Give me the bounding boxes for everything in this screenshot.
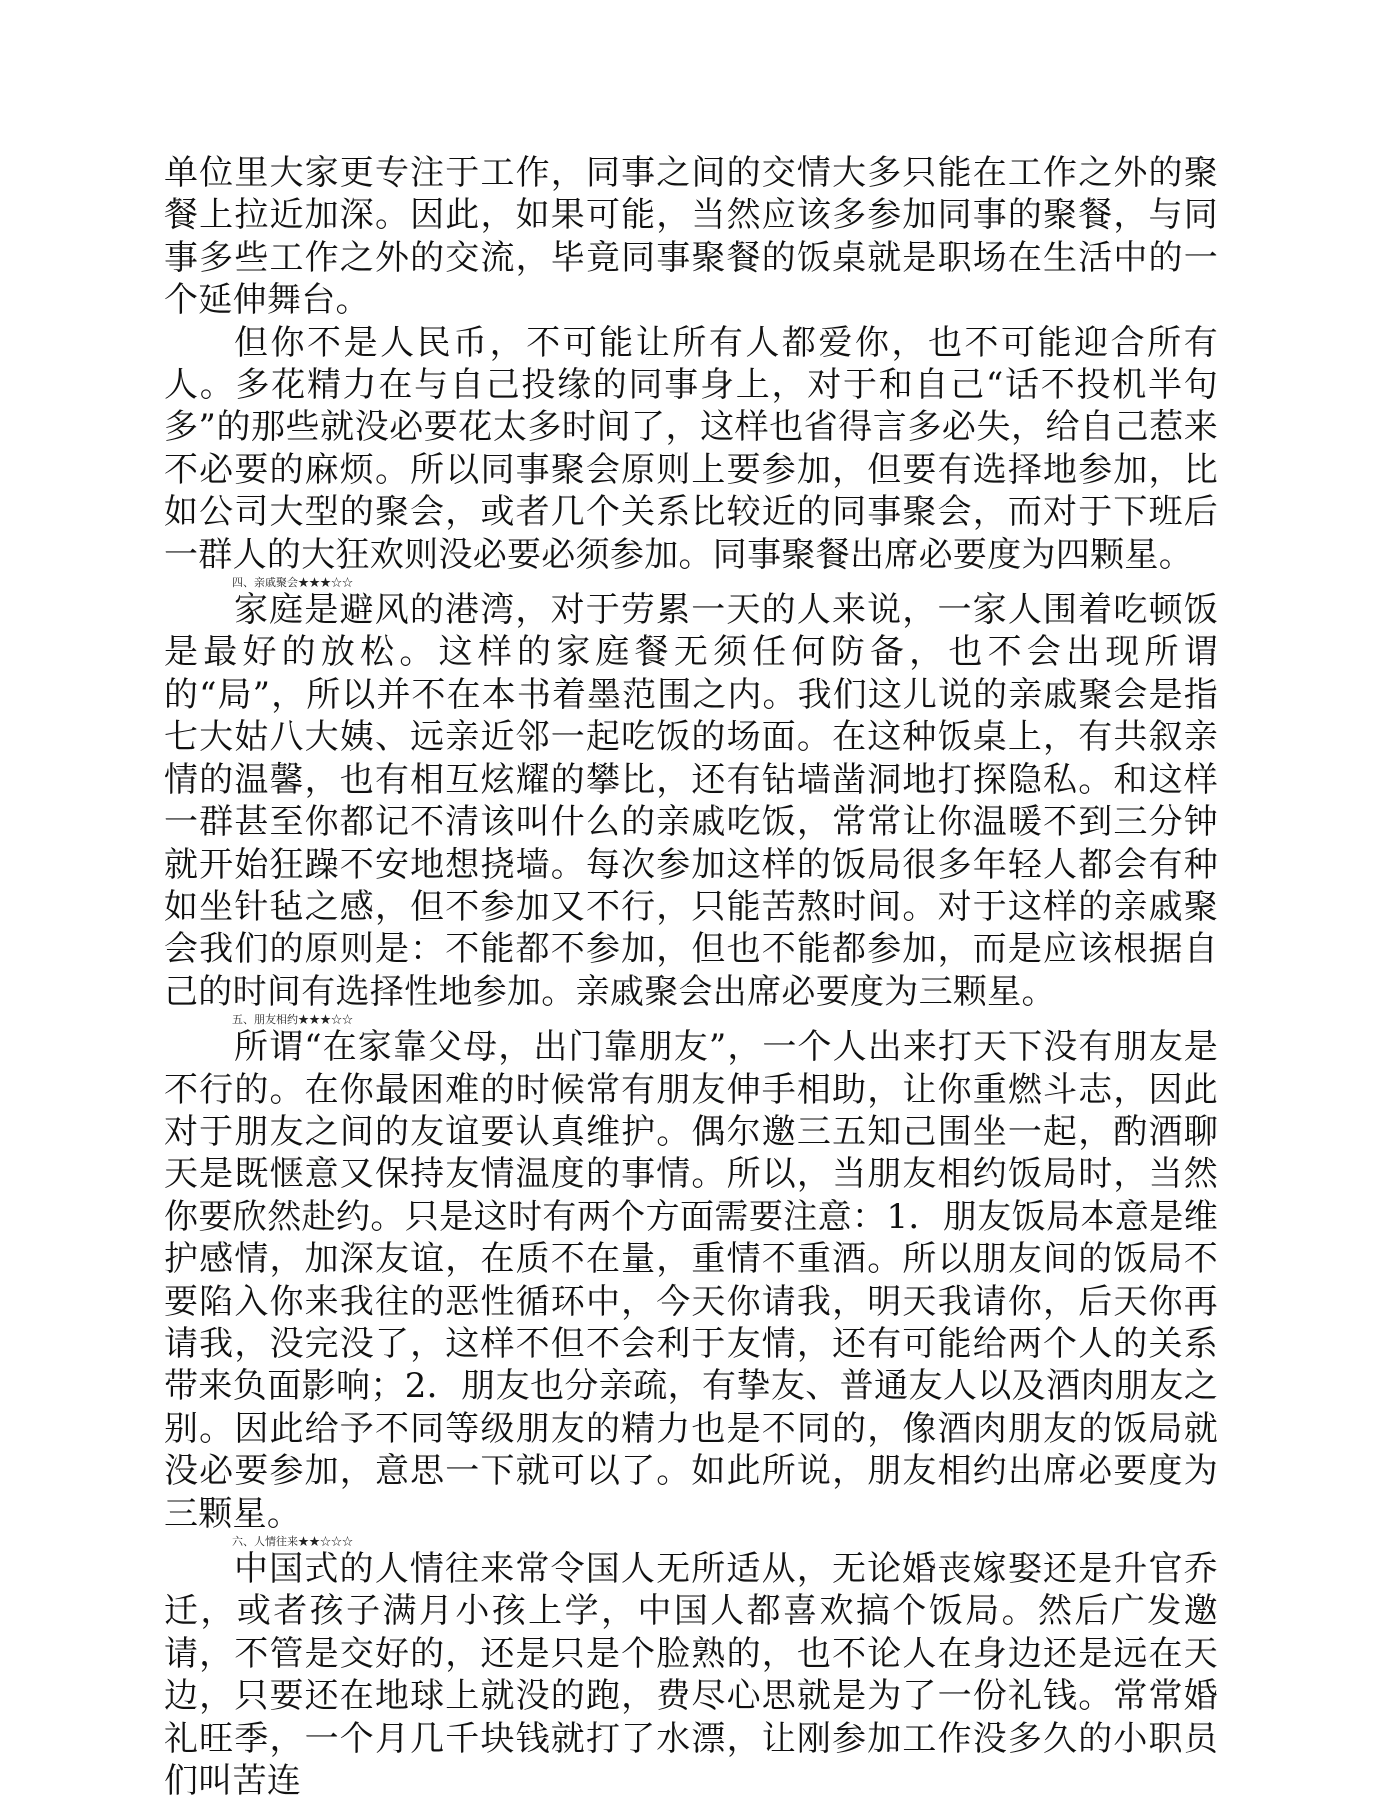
- section-heading-friends: 五、朋友相约★★★☆☆: [232, 1013, 353, 1027]
- paragraph-social-obligations: 中国式的人情往来常令国人无所适从，无论婚丧嫁娶还是升官乔迁，或者孩子满月小孩上学，中国人都喜欢搞个饭局。然后广发邀请，不管是交好的，还是只是个脸熟的，也不论人在身边还是远在天边，只要还在地球上就没的跑，费尽心思就是为了一份礼钱。常常婚礼旺季，一个月几千块钱就打了水漂，让刚参加工作没多久的小职员们叫苦连: [164, 1549, 1218, 1802]
- paragraph-friends-meeting: 所谓“在家靠父母，出门靠朋友”，一个人出来打天下没有朋友是不行的。在你最困难的时候常有朋友伸手相助，让你重燃斗志，因此对于朋友之间的友谊要认真维护。偶尔邀三五知己围坐一起，酌酒聊天是既惬意又保持友情温度的事情。所以，当朋友相约饭局时，当然你要欣然赴约。只是这时有两个方面需要注意：1．朋友饭局本意是维护感情，加深友谊，在质不在量，重情不重酒。所以朋友间的饭局不要陷入你来我往的恶性循环中，今天你请我，明天我请你，后天你再请我，没完没了，这样不但不会利于友情，还有可能给两个人的关系带来负面影响；2．朋友也分亲疏，有挚友、普通友人以及酒肉朋友之别。因此给予不同等级朋友的精力也是不同的，像酒肉朋友的饭局就没必要参加，意思一下就可以了。如此所说，朋友相约出席必要度为三颗星。: [164, 1027, 1218, 1534]
- paragraph-colleague-selective: 但你不是人民币，不可能让所有人都爱你，也不可能迎合所有人。多花精力在与自己投缘的同事身上，对于和自己“话不投机半句多”的那些就没必要花太多时间了，这样也省得言多必失，给自己惹来不必要的麻烦。所以同事聚会原则上要参加，但要有选择地参加，比如公司大型的聚会，或者几个关系比较近的同事聚会，而对于下班后一群人的大狂欢则没必要必须参加。同事聚餐出席必要度为四颗星。: [164, 322, 1218, 575]
- section-heading-social-obligations: 六、人情往来★★☆☆☆: [232, 1535, 353, 1548]
- paragraph-relatives-gathering: 家庭是避风的港湾，对于劳累一天的人来说，一家人围着吃顿饭是最好的放松。这样的家庭餐无须任何防备，也不会出现所谓的“局”，所以并不在本书着墨范围之内。我们这儿说的亲戚聚会是指七大姑八大姨、远亲近邻一起吃饭的场面。在这种饭桌上，有共叙亲情的温馨，也有相互炫耀的攀比，还有钻墙凿洞地打探隐私。和这样一群甚至你都记不清该叫什么的亲戚吃饭，常常让你温暖不到三分钟就开始狂躁不安地想挠墙。每次参加这样的饭局很多年轻人都会有种如坐针毡之感，但不参加又不行，只能苦熬时间。对于这样的亲戚聚会我们的原则是：不能都不参加，但也不能都参加，而是应该根据自己的时间有选择性地参加。亲戚聚会出席必要度为三颗星。: [164, 590, 1218, 1012]
- document-page: [164, 152, 1218, 1802]
- paragraph-colleague-dining: 单位里大家更专注于工作，同事之间的交情大多只能在工作之外的聚餐上拉近加深。因此，如果可能，当然应该多参加同事的聚餐，与同事多些工作之外的交流，毕竟同事聚餐的饭桌就是职场在生活中的一个延伸舞台。: [164, 153, 1218, 321]
- section-heading-relatives: 四、亲戚聚会★★★☆☆: [232, 576, 353, 590]
